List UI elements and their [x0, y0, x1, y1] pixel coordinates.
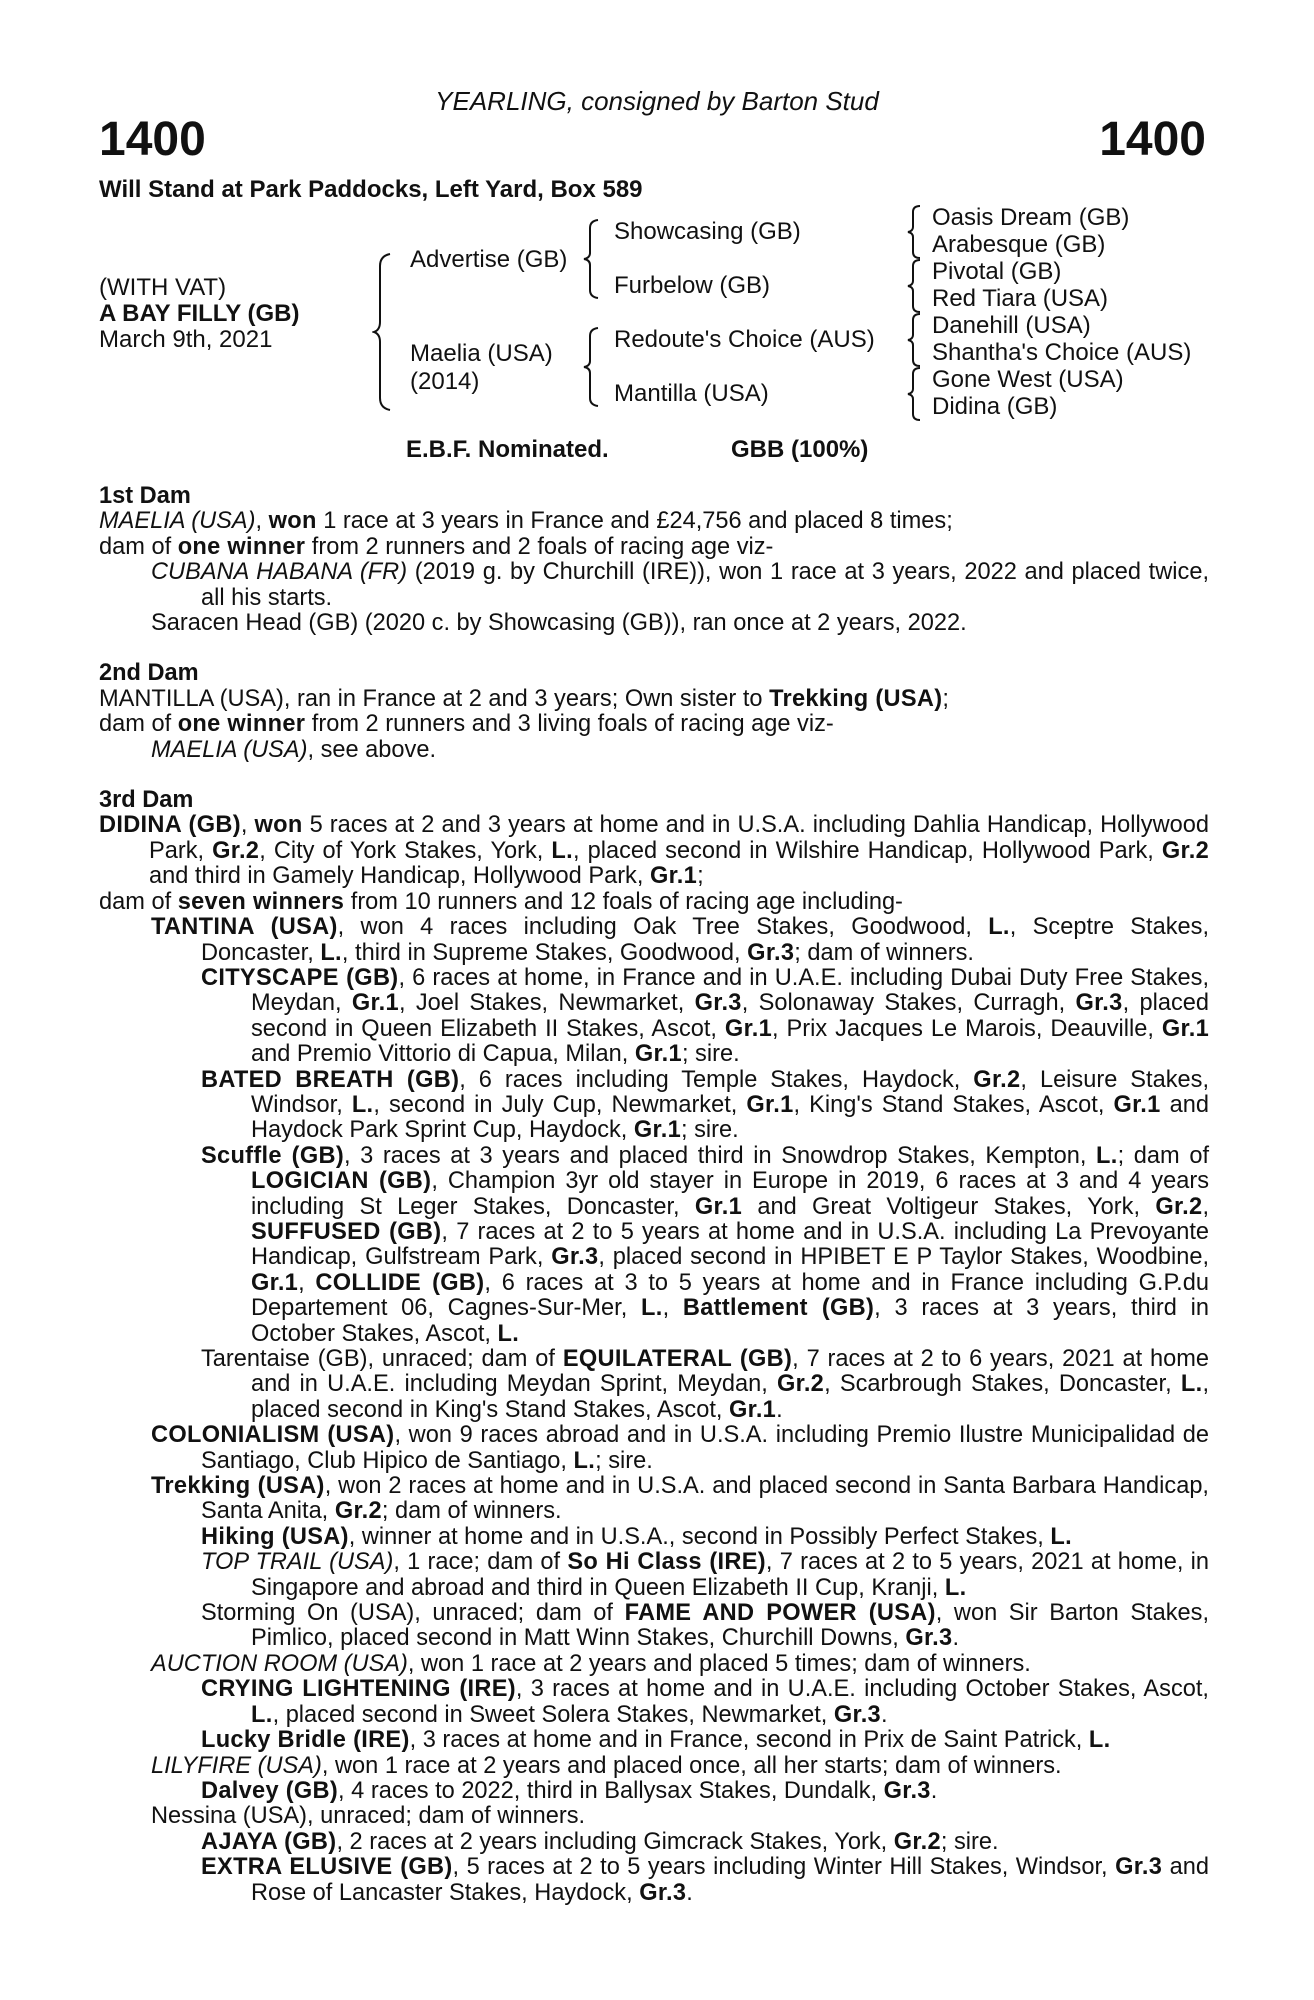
catalogue-body	[99, 484, 1209, 1906]
produce-top-trail: TOP TRAIL (USA), 1 race; dam of So Hi Class (IRE), 7 races at 2 to 5 years, 2021 at home, in Singapore and abroad and third in Queen Elizabeth II Cup, Kranji, L.	[201, 1549, 1209, 1601]
pedigree-brace-g2	[906, 258, 924, 314]
ancestor-6: Shantha's Choice (AUS)	[932, 339, 1192, 366]
pedigree-brace-dam	[582, 326, 602, 408]
ancestor-4: Red Tiara (USA)	[932, 285, 1109, 312]
ancestor-7: Gone West (USA)	[932, 366, 1124, 393]
ancestor-3: Pivotal (GB)	[932, 258, 1062, 285]
produce-extra-elusive: EXTRA ELUSIVE (GB), 5 races at 2 to 5 years including Winter Hill Stakes, Windsor, Gr.3 and Rose of Lancaster Stakes, Haydock, Gr.3.	[201, 1854, 1210, 1906]
dam-year: (2014)	[410, 368, 480, 395]
sire: Advertise (GB)	[410, 246, 568, 273]
first-dam-heading: 1st Dam	[99, 483, 191, 509]
foaled-date: March 9th, 2021	[99, 326, 273, 353]
horse-name: A BAY FILLY (GB)	[99, 300, 300, 327]
produce-tarentaise: Tarentaise (GB), unraced; dam of EQUILATERAL (GB), 7 races at 2 to 6 years, 2021 at home and in U.A.E. including Meydan Sprint, Meydan, Gr.2, Scarbrough Stakes, Doncaster, L., placed second in King's Stand Stakes, Ascot, Gr.1.	[201, 1346, 1209, 1423]
produce-saracen-head: Saracen Head (GB) (2020 c. by Showcasing (GB)), ran once at 2 years, 2022.	[151, 610, 967, 637]
produce-maelia: MAELIA (USA), see above.	[151, 736, 436, 763]
produce-trekking: Trekking (USA), won 2 races at home and in U.S.A. and placed second in Santa Barbara Handicap, Santa Anita, Gr.2; dam of winners.	[151, 1473, 1209, 1525]
produce-crying-lightening: CRYING LIGHTENING (IRE), 3 races at home and in U.A.E. including October Stakes, Ascot, L., placed second in Sweet Solera Stakes, Newmarket, Gr.3.	[201, 1676, 1209, 1728]
produce-scuffle: Scuffle (GB), 3 races at 3 years and placed third in Snowdrop Stakes, Kempton, L.; dam of LOGICIAN (GB), Champion 3yr old stayer in Europe in 2019, 6 races at 3 and 4 years including St Leger Stakes, Doncaster, Gr.1 and Great Voltigeur Stakes, York, Gr.2, SUFFUSED (GB), 7 races at 2 to 5 years at home and in U.S.A. including La Prevoyante Handicap, Gulfstream Park, Gr.3, placed second in HPIBET E P Taylor Stakes, Woodbine, Gr.1, COLLIDE (GB), 6 races at 3 to 5 years at home and in France including G.P.du Departement 06, Cagnes-Sur-Mer, L., Battlement (GB), 3 races at 3 years, third in October Stakes, Ascot, L.	[201, 1142, 1210, 1347]
first-dam-entry: MAELIA (USA), won 1 race at 3 years in France and £24,756 and placed 8 times;	[99, 508, 953, 535]
produce-auction-room: AUCTION ROOM (USA), won 1 race at 2 years and placed 5 times; dam of winners.	[151, 1650, 1031, 1677]
dam-sire: Redoute's Choice (AUS)	[614, 326, 875, 353]
ancestor-5: Danehill (USA)	[932, 312, 1091, 339]
sire-sire: Showcasing (GB)	[614, 218, 801, 245]
consignment-line: YEARLING, consigned by Barton Stud	[435, 86, 879, 116]
second-dam-heading: 2nd Dam	[99, 660, 199, 687]
third-dam-produce: dam of seven winners from 10 runners and 12 foals of racing age including-	[99, 888, 903, 915]
sire-dam: Furbelow (GB)	[614, 272, 771, 299]
produce-storming-on: Storming On (USA), unraced; dam of FAME AND POWER (USA), won Sir Barton Stakes, Pimlico, placed second in Matt Winn Stakes, Churchill Downs, Gr.3.	[201, 1600, 1209, 1652]
produce-hiking: Hiking (USA), winner at home and in U.S.A., second in Possibly Perfect Stakes, L.	[201, 1523, 1072, 1550]
second-dam-entry: MANTILLA (USA), ran in France at 2 and 3 years; Own sister to Trekking (USA);	[99, 685, 949, 712]
lot-number-right: 1400	[1099, 113, 1206, 166]
produce-cityscape: CITYSCAPE (GB), 6 races at home, in France and in U.A.E. including Dubai Duty Free Stakes, Meydan, Gr.1, Joel Stakes, Newmarket, Gr.3, Solonaway Stakes, Curragh, Gr.3, placed second in Queen Elizabeth II Stakes, Ascot, Gr.1, Prix Jacques Le Marois, Deauville, Gr.1 and Premio Vittorio di Capua, Milan, Gr.1; sire.	[201, 964, 1209, 1068]
ancestor-1: Oasis Dream (GB)	[932, 204, 1130, 231]
produce-colonialism: COLONIALISM (USA), won 9 races abroad and in U.S.A. including Premio Ilustre Municipalidad de Santiago, Club Hipico de Santiago, L.; sire.	[151, 1422, 1210, 1474]
third-dam-entry: DIDINA (GB), won 5 races at 2 and 3 years at home and in U.S.A. including Dahlia Handicap, Hollywood Park, Gr.2, City of York Stakes, York, L., placed second in Wilshire Handicap, Hollywood Park, Gr.2 and third in Gamely Handicap, Hollywood Park, Gr.1;	[99, 812, 1209, 890]
stand-location: Will Stand at Park Paddocks, Left Yard, Box 589	[99, 176, 643, 203]
produce-bated-breath: BATED BREATH (GB), 6 races including Temple Stakes, Haydock, Gr.2, Leisure Stakes, Windsor, L., second in July Cup, Newmarket, Gr.1, King's Stand Stakes, Ascot, Gr.1 and Haydock Park Sprint Cup, Haydock, Gr.1; sire.	[201, 1066, 1209, 1144]
produce-lucky-bridle: Lucky Bridle (IRE), 3 races at home and in France, second in Prix de Saint Patrick, L.	[201, 1727, 1111, 1754]
vat-note: (WITH VAT)	[99, 274, 227, 301]
produce-nessina: Nessina (USA), unraced; dam of winners.	[151, 1803, 586, 1830]
produce-ajaya: AJAYA (GB), 2 races at 2 years including Gimcrack Stakes, York, Gr.2; sire.	[201, 1828, 999, 1855]
first-dam-produce: dam of one winner from 2 runners and 2 foals of racing age viz-	[99, 533, 774, 560]
pedigree-brace-sire	[582, 218, 602, 300]
ancestor-8: Didina (GB)	[932, 393, 1058, 420]
pedigree-brace-g1	[906, 204, 924, 260]
lot-number-left: 1400	[99, 113, 206, 166]
dam-dam: Mantilla (USA)	[614, 380, 769, 407]
produce-cubana-habana: CUBANA HABANA (FR) (2019 g. by Churchill (IRE)), won 1 race at 3 years, 2022 and placed twice, all his starts.	[151, 559, 1209, 611]
produce-dalvey: Dalvey (GB), 4 races to 2022, third in Ballysax Stakes, Dundalk, Gr.3.	[201, 1777, 938, 1804]
pedigree-brace-g4	[906, 366, 924, 422]
produce-tantina: TANTINA (USA), won 4 races including Oak Tree Stakes, Goodwood, L., Sceptre Stakes, Doncaster, L., third in Supreme Stakes, Goodwood, Gr.3; dam of winners.	[151, 914, 1209, 966]
gbb-rating: GBB (100%)	[731, 436, 869, 463]
pedigree-brace-g3	[906, 312, 924, 368]
ebf-nominated: E.B.F. Nominated.	[406, 436, 609, 463]
dam: Maelia (USA)	[410, 340, 553, 367]
third-dam-heading: 3rd Dam	[99, 787, 194, 814]
pedigree-brace-main	[372, 252, 394, 412]
produce-lilyfire: LILYFIRE (USA), won 1 race at 2 years and placed once, all her starts; dam of winners.	[151, 1752, 1062, 1779]
ancestor-2: Arabesque (GB)	[932, 231, 1106, 258]
second-dam-produce: dam of one winner from 2 runners and 3 living foals of racing age viz-	[99, 711, 834, 738]
